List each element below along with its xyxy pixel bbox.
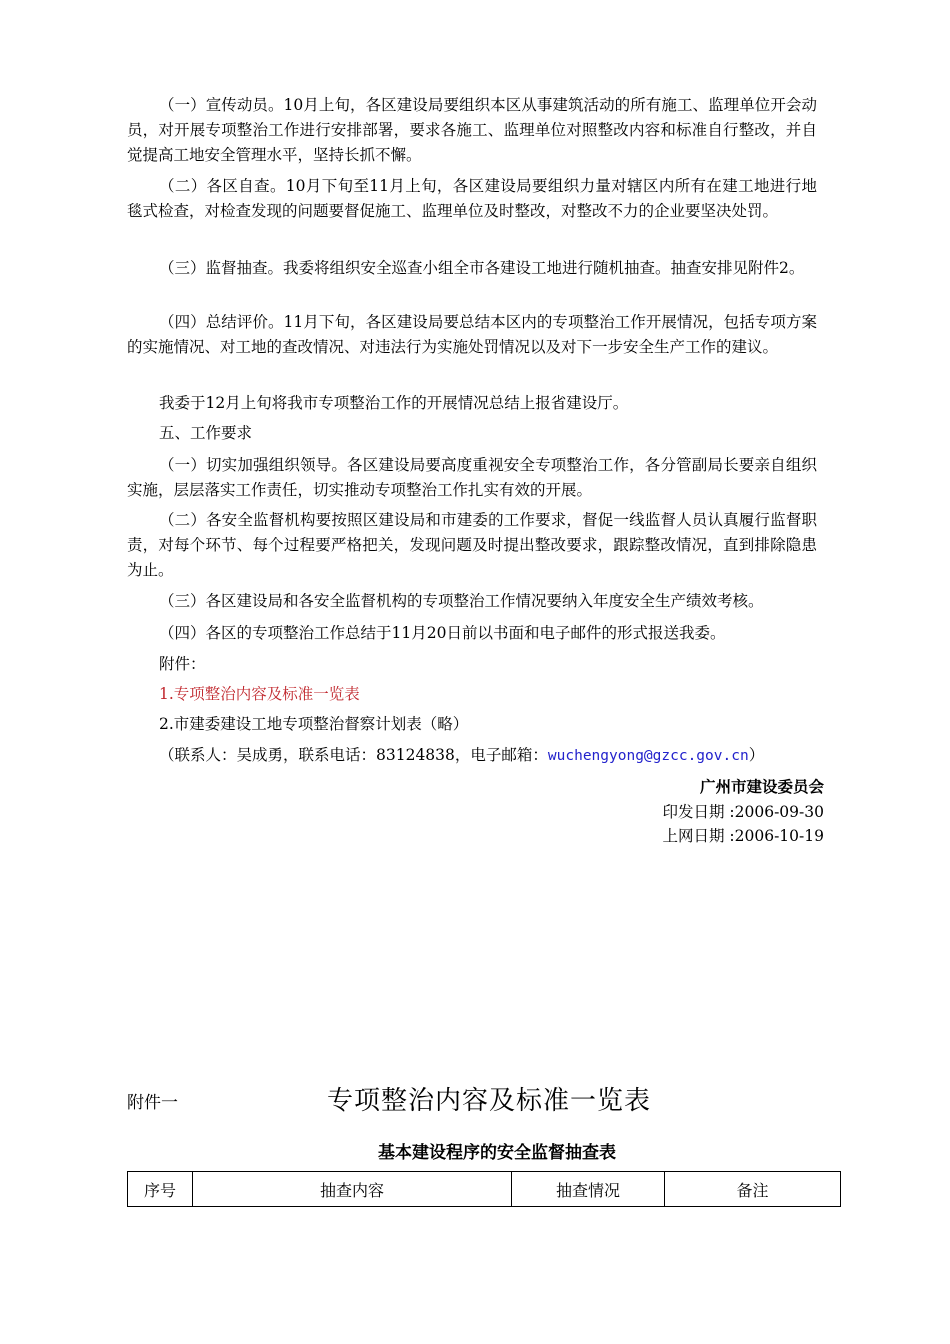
attachments-label: 附件： [159, 655, 206, 673]
section-heading-requirements: 五、工作要求 [159, 424, 253, 442]
issue-date: 印发日期 :2006-09-30 [662, 803, 824, 821]
column-header-result: 抽查情况 [512, 1172, 665, 1207]
attachment-item-2: 2.市建委建设工地专项整治督察计划表（略） [159, 715, 469, 733]
paragraph-publicity: （一）宣传动员。10月上旬，各区建设局要组织本区从事建筑活动的所有施工、监理单位开会动员，对开展专项整治工作进行安排部署，要求各施工、监理单位对照整改内容和标准自行整改，并自觉提高工地安全管理水平，坚持长抓不懈。 [127, 96, 817, 164]
contact-line [127, 743, 817, 769]
annex-title: 专项整治内容及标准一览表 [327, 1086, 652, 1116]
issuing-organization: 广州市建设委员会 [699, 778, 824, 796]
table-title: 基本建设程序的安全监督抽查表 [378, 1143, 616, 1163]
paragraph-spot-check: （三）监督抽查。我委将组织安全巡查小组全市各建设工地进行随机抽查。抽查安排见附件2。 [159, 259, 805, 277]
attachment-link-1[interactable]: 1.专项整治内容及标准一览表 [159, 685, 360, 703]
table-header-row [128, 1172, 841, 1207]
inspection-table [127, 1171, 841, 1207]
paragraph-deadline: （四）各区的专项整治工作总结于11月20日前以书面和电子邮件的形式报送我委。 [159, 624, 726, 642]
paragraph-assessment: （三）各区建设局和各安全监督机构的专项整治工作情况要纳入年度安全生产绩效考核。 [159, 592, 764, 610]
column-header-number: 序号 [128, 1172, 193, 1207]
contact-email-link[interactable]: wuchengyong@gzcc.gov.cn [547, 748, 749, 764]
paragraph-supervision: （二）各安全监督机构要按照区建设局和市建委的工作要求，督促一线监督人员认真履行监督职责，对每个环节、每个过程要严格把关，发现问题及时提出整改要求，跟踪整改情况，直到排除隐患为止。 [127, 511, 817, 579]
paragraph-report: 我委于12月上旬将我市专项整治工作的开展情况总结上报省建设厅。 [159, 394, 629, 412]
paragraph-summary: （四）总结评价。11月下旬，各区建设局要总结本区内的专项整治工作开展情况，包括专项方案的实施情况、对工地的查改情况、对违法行为实施处罚情况以及对下一步安全生产工作的建议。 [127, 313, 817, 356]
column-header-remarks: 备注 [665, 1172, 841, 1207]
contact-suffix: ） [748, 746, 765, 764]
column-header-content: 抽查内容 [193, 1172, 512, 1207]
paragraph-leadership: （一）切实加强组织领导。各区建设局要高度重视安全专项整治工作，各分管副局长要亲自组织实施，层层落实工作责任，切实推动专项整治工作扎实有效的开展。 [127, 456, 817, 499]
online-date: 上网日期 :2006-10-19 [662, 827, 824, 845]
paragraph-self-check: （二）各区自查。10月下旬至11月上旬，各区建设局要组织力量对辖区内所有在建工地进行地毯式检查，对检查发现的问题要督促施工、监理单位及时整改，对整改不力的企业要坚决处罚。 [127, 177, 817, 220]
contact-prefix: （联系人：吴成勇，联系电话：83124838，电子邮箱： [159, 746, 548, 764]
annex-label: 附件一 [127, 1093, 178, 1113]
